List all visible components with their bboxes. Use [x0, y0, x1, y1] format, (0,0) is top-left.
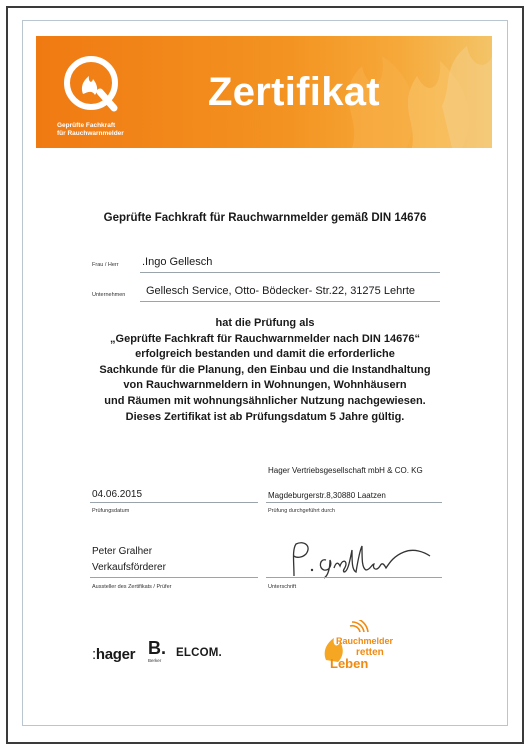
- statement-line: erfolgreich bestanden und damit die erforderliche: [135, 348, 395, 361]
- organizer-underline: [266, 502, 442, 503]
- logo-caption: [57, 122, 167, 137]
- rrl-text-line1: Rauchmelder: [336, 636, 394, 646]
- company-label: Unternehmen: [92, 292, 126, 298]
- rauchmelder-retten-leben-logo: [312, 620, 422, 680]
- certificate-banner: [36, 36, 492, 148]
- certificate-heading: Geprüfte Fachkraft für Rauchwarnmelder gemäß DIN 14676: [103, 212, 427, 224]
- issuer-label: Aussteller des Zertifikats / Prüfer: [92, 584, 172, 590]
- issuer-role: Verkaufsförderer: [92, 562, 166, 573]
- person-underline: [140, 272, 440, 273]
- berker-logo: B.: [148, 638, 166, 658]
- statement-line: von Rauchwarnmeldern in Wohnungen, Wohnhäusern: [123, 379, 407, 392]
- certificate-title: Zertifikat: [208, 70, 380, 114]
- hager-logo: [92, 646, 135, 663]
- organizer-address: Magdeburgerstr.8,30880 Laatzen: [268, 491, 386, 500]
- elcom-logo: ELCOM.: [176, 647, 222, 659]
- organizer-label: Prüfung durchgeführt durch: [268, 508, 335, 514]
- person-name: .Ingo Gellesch: [142, 256, 213, 268]
- q-flame-logo-icon: [62, 54, 120, 112]
- organizer-name: Hager Vertriebsgesellschaft mbH & CO. KG: [268, 466, 423, 475]
- signature-label: Unterschrift: [268, 584, 297, 590]
- company-underline: [140, 301, 440, 302]
- issuer-underline: [90, 577, 258, 578]
- statement-line: „Geprüfte Fachkraft für Rauchwarnmelder nach DIN 14676“: [110, 332, 420, 345]
- statement-line: und Räumen mit wohnungsähnlicher Nutzung nachgewiesen.: [104, 394, 426, 407]
- handwritten-signature: [286, 538, 436, 580]
- logo-caption-line1: Geprüfte Fachkraft: [57, 122, 116, 129]
- certificate-statement: [40, 316, 490, 425]
- logo-caption-line2: für Rauchwarnmelder: [57, 129, 124, 137]
- issuer-name: Peter Gralher: [92, 546, 153, 557]
- signature-underline: [266, 577, 442, 578]
- statement-line: Sachkunde für die Planung, den Einbau und die Instandhaltung: [99, 363, 431, 376]
- berker-logo-text: Berker: [148, 658, 162, 663]
- statement-line: hat die Prüfung als: [215, 317, 315, 329]
- hager-logo-prefix: :: [92, 646, 96, 663]
- exam-date-underline: [90, 502, 258, 503]
- person-label: Frau / Herr: [92, 262, 119, 268]
- hager-logo-text: hager: [95, 646, 136, 663]
- exam-date: 04.06.2015: [92, 489, 143, 500]
- rrl-text-line3: Leben: [330, 656, 369, 671]
- company-value: Gellesch Service, Otto- Bödecker- Str.22, 31275 Lehrte: [146, 285, 416, 297]
- statement-line: Dieses Zertifikat ist ab Prüfungsdatum 5 Jahre gültig.: [125, 410, 405, 423]
- exam-date-label: Prüfungsdatum: [92, 508, 130, 514]
- rrl-text-line2: retten: [356, 647, 384, 658]
